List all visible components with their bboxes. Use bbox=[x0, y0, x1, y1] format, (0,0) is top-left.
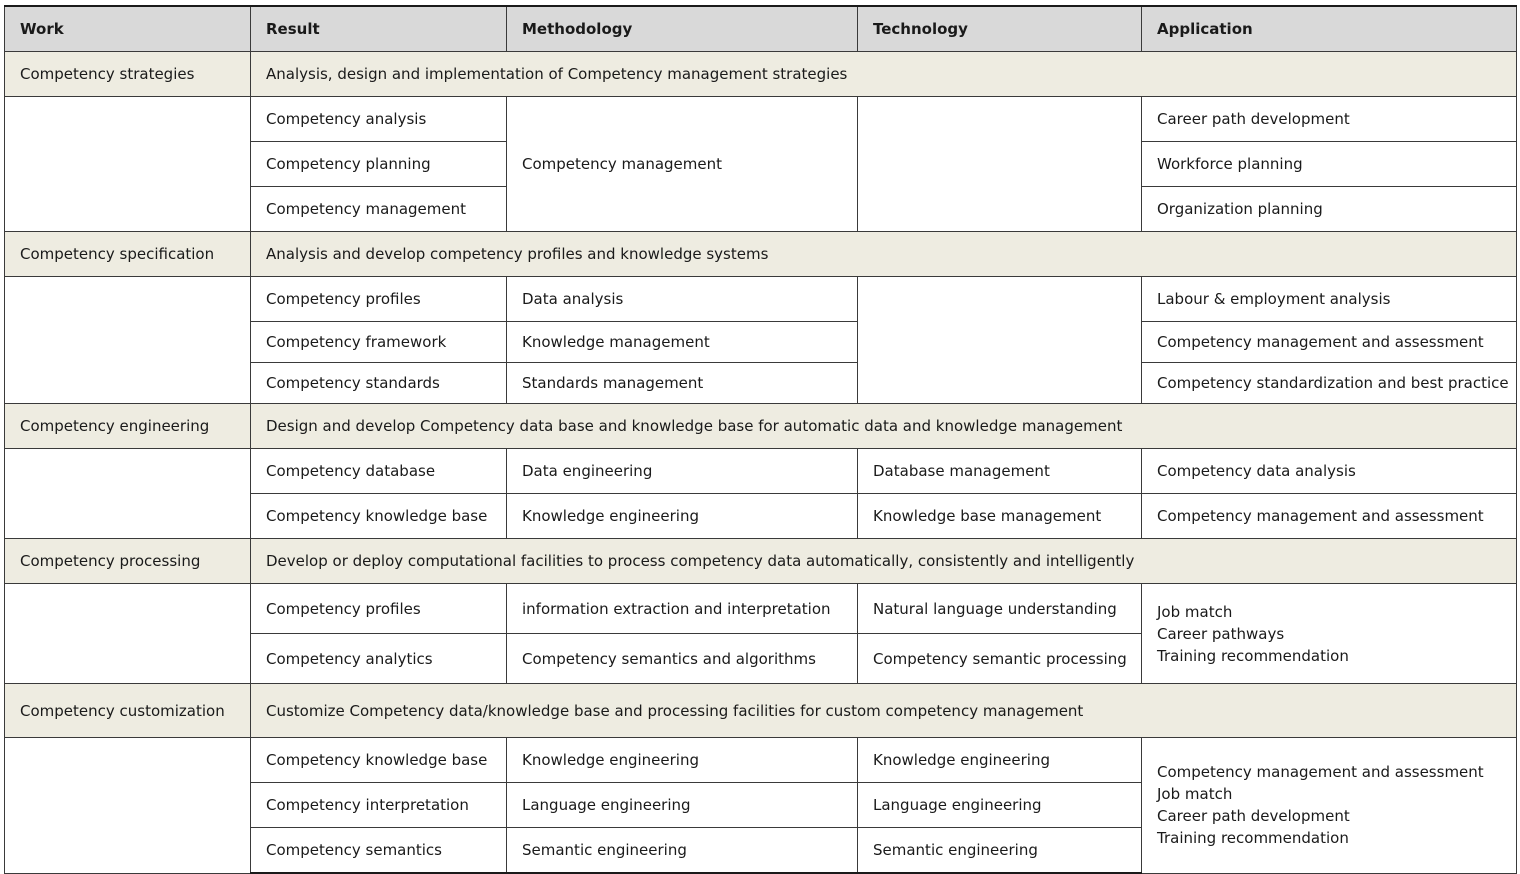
methodology-cell: Standards management bbox=[507, 363, 858, 404]
work-cell: Competency strategies bbox=[5, 52, 251, 97]
section-row bbox=[5, 232, 1517, 277]
methodology-cell: information extraction and interpretation bbox=[507, 584, 858, 634]
application-cell: Competency data analysis bbox=[1142, 449, 1517, 494]
application-line: Job match bbox=[1157, 785, 1233, 804]
empty-work-cell bbox=[5, 449, 251, 539]
application-line: Competency management and assessment bbox=[1157, 763, 1484, 782]
header-work: Work bbox=[5, 6, 251, 52]
methodology-cell: Language engineering bbox=[507, 783, 858, 828]
methodology-cell: Knowledge management bbox=[507, 322, 858, 363]
result-cell: Competency profiles bbox=[251, 277, 507, 322]
result-cell: Competency planning bbox=[251, 142, 507, 187]
work-cell: Competency specification bbox=[5, 232, 251, 277]
result-cell: Competency standards bbox=[251, 363, 507, 404]
application-cell: Career path development bbox=[1142, 97, 1517, 142]
section-row bbox=[5, 404, 1517, 449]
work-cell: Competency customization bbox=[5, 684, 251, 738]
empty-work-cell bbox=[5, 277, 251, 404]
technology-cell: Competency semantic processing bbox=[858, 634, 1142, 684]
header-result: Result bbox=[251, 6, 507, 52]
table-row bbox=[5, 449, 1517, 494]
header-technology: Technology bbox=[858, 6, 1142, 52]
application-cell: Competency management and assessment bbox=[1142, 322, 1517, 363]
section-description: Design and develop Competency data base and knowledge base for automatic data and knowledge management bbox=[251, 404, 1517, 449]
application-line: Career pathways bbox=[1157, 624, 1285, 643]
technology-cell: Semantic engineering bbox=[858, 828, 1142, 874]
technology-cell: Language engineering bbox=[858, 783, 1142, 828]
result-cell: Competency analytics bbox=[251, 634, 507, 684]
result-cell: Competency knowledge base bbox=[251, 494, 507, 539]
result-cell: Competency framework bbox=[251, 322, 507, 363]
empty-technology-cell bbox=[858, 277, 1142, 404]
section-description: Customize Competency data/knowledge base and processing facilities for custom competency management bbox=[251, 684, 1517, 738]
methodology-cell: Knowledge engineering bbox=[507, 494, 858, 539]
result-cell: Competency profiles bbox=[251, 584, 507, 634]
section-row bbox=[5, 539, 1517, 584]
header-methodology: Methodology bbox=[507, 6, 858, 52]
empty-technology-cell bbox=[858, 97, 1142, 232]
methodology-cell: Data engineering bbox=[507, 449, 858, 494]
table-row bbox=[5, 738, 1517, 783]
result-cell: Competency semantics bbox=[251, 828, 507, 874]
table-row bbox=[5, 97, 1517, 142]
application-line: Training recommendation bbox=[1157, 646, 1349, 665]
work-cell: Competency engineering bbox=[5, 404, 251, 449]
section-row bbox=[5, 52, 1517, 97]
technology-cell: Knowledge base management bbox=[858, 494, 1142, 539]
competency-table bbox=[4, 5, 1517, 874]
result-cell: Competency management bbox=[251, 187, 507, 232]
technology-cell: Natural language understanding bbox=[858, 584, 1142, 634]
section-row bbox=[5, 684, 1517, 738]
result-cell: Competency interpretation bbox=[251, 783, 507, 828]
table-row bbox=[5, 584, 1517, 634]
methodology-cell: Semantic engineering bbox=[507, 828, 858, 874]
application-line: Training recommendation bbox=[1157, 829, 1349, 848]
application-cell: Labour & employment analysis bbox=[1142, 277, 1517, 322]
application-cell bbox=[1142, 738, 1517, 874]
section-description: Analysis and develop competency profiles and knowledge systems bbox=[251, 232, 1517, 277]
empty-work-cell bbox=[5, 584, 251, 684]
work-cell: Competency processing bbox=[5, 539, 251, 584]
application-cell: Organization planning bbox=[1142, 187, 1517, 232]
empty-work-cell bbox=[5, 97, 251, 232]
section-description: Analysis, design and implementation of Competency management strategies bbox=[251, 52, 1517, 97]
application-line: Career path development bbox=[1157, 807, 1350, 826]
application-cell: Competency standardization and best practice bbox=[1142, 363, 1517, 404]
technology-cell: Database management bbox=[858, 449, 1142, 494]
methodology-cell: Competency semantics and algorithms bbox=[507, 634, 858, 684]
application-line: Job match bbox=[1157, 602, 1233, 621]
result-cell: Competency knowledge base bbox=[251, 738, 507, 783]
header-application: Application bbox=[1142, 6, 1517, 52]
application-cell: Competency management and assessment bbox=[1142, 494, 1517, 539]
methodology-cell: Competency management bbox=[507, 97, 858, 232]
application-cell bbox=[1142, 584, 1517, 684]
methodology-cell: Knowledge engineering bbox=[507, 738, 858, 783]
methodology-cell: Data analysis bbox=[507, 277, 858, 322]
application-cell: Workforce planning bbox=[1142, 142, 1517, 187]
table-row bbox=[5, 277, 1517, 322]
technology-cell: Knowledge engineering bbox=[858, 738, 1142, 783]
empty-work-cell bbox=[5, 738, 251, 874]
section-description: Develop or deploy computational facilities to process competency data automatically, consistently and intelligently bbox=[251, 539, 1517, 584]
header-row bbox=[5, 6, 1517, 52]
result-cell: Competency analysis bbox=[251, 97, 507, 142]
result-cell: Competency database bbox=[251, 449, 507, 494]
